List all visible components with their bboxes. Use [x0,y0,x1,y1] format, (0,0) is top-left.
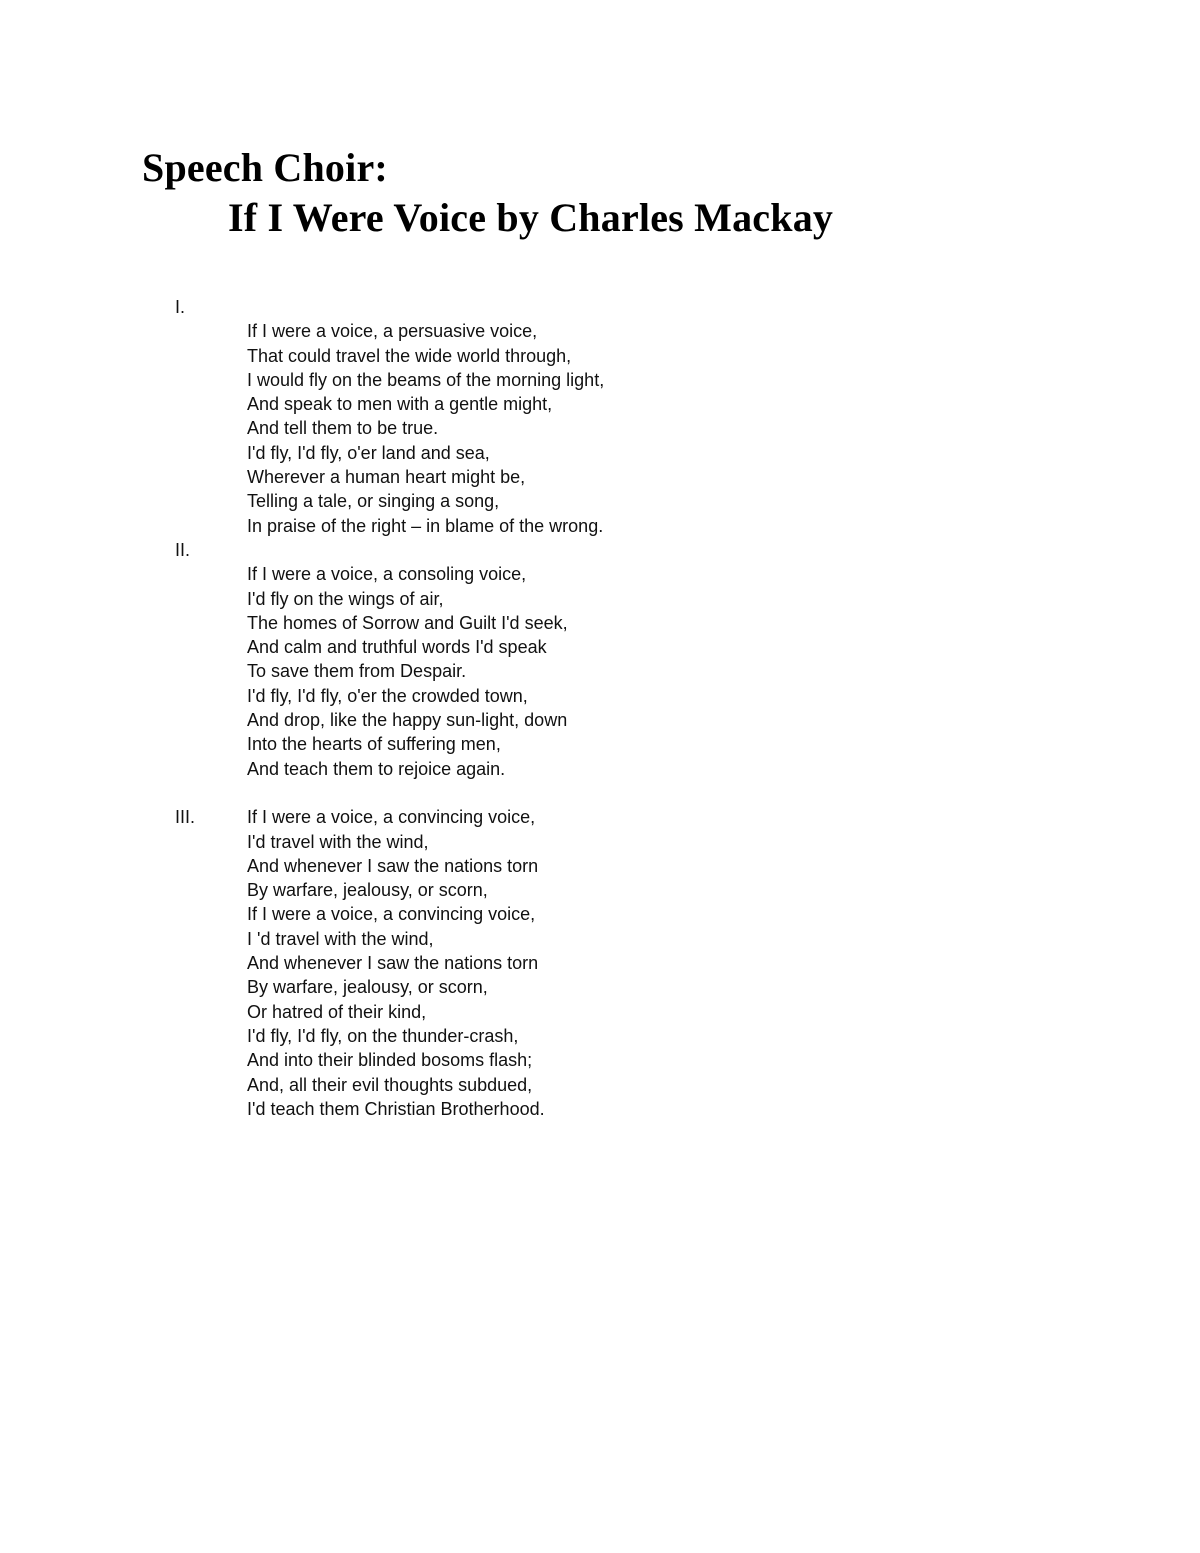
page-title [142,143,833,243]
poem-line: And into their blinded bosoms flash; [247,1050,533,1071]
poem-line: I'd fly, I'd fly, on the thunder-crash, [247,1025,519,1046]
poem-line: And whenever I saw the nations torn [247,953,539,974]
poem-line: In praise of the right – in blame of the wrong. [247,515,604,536]
poem-line: And, all their evil thoughts subdued, [247,1074,533,1095]
stanza-lines [247,319,875,538]
poem-line: If I were a voice, a consoling voice, [247,564,527,585]
stanza-numeral: I. [175,297,186,317]
stanza-numeral: II. [175,539,191,560]
poem-line: I'd fly, I'd fly, o'er the crowded town, [247,685,528,706]
poem-line: I 'd travel with the wind, [247,928,434,949]
poem-line: I'd teach them Christian Brotherhood. [247,1098,545,1119]
poem-line: If I were a voice, a convincing voice, [247,807,536,828]
poem-line: If I were a voice, a persuasive voice, [247,321,538,342]
poem-line: That could travel the wide world through, [247,345,572,366]
title-line-1: Speech Choir: [142,145,388,190]
poem-line: The homes of Sorrow and Guilt I'd seek, [247,612,568,633]
stanza-2 [175,538,875,781]
poem-line: I'd fly, I'd fly, o'er land and sea, [247,442,490,463]
poem-line: And calm and truthful words I'd speak [247,637,547,658]
stanza-lines [247,562,875,781]
poem-line: And tell them to be true. [247,418,439,439]
stanza-numeral: III. [175,807,196,828]
poem-line: By warfare, jealousy, or scorn, [247,880,488,901]
poem-line: And teach them to rejoice again. [247,758,506,779]
stanza-lines [247,805,875,1121]
poem-line: By warfare, jealousy, or scorn, [247,977,488,998]
poem-line: I'd fly on the wings of air, [247,588,444,609]
stanza-1 [175,295,875,538]
poem-line: Telling a tale, or singing a song, [247,491,500,512]
poem-line: If I were a voice, a convincing voice, [247,904,536,925]
poem-line: To save them from Despair. [247,661,467,682]
poem-line: I would fly on the beams of the morning light, [247,369,605,390]
title-line-2: If I Were Voice by Charles Mackay [228,195,834,240]
poem-body [175,295,875,1121]
poem-line: Or hatred of their kind, [247,1001,427,1022]
poem-line: And speak to men with a gentle might, [247,394,553,415]
poem-line: Wherever a human heart might be, [247,467,526,488]
stanza-3 [175,805,875,1121]
poem-line: Into the hearts of suffering men, [247,734,501,755]
poem-line: I'd travel with the wind, [247,831,429,852]
poem-line: And drop, like the happy sun-light, down [247,710,568,731]
poem-line: And whenever I saw the nations torn [247,855,539,876]
stanza-spacer [175,781,875,805]
